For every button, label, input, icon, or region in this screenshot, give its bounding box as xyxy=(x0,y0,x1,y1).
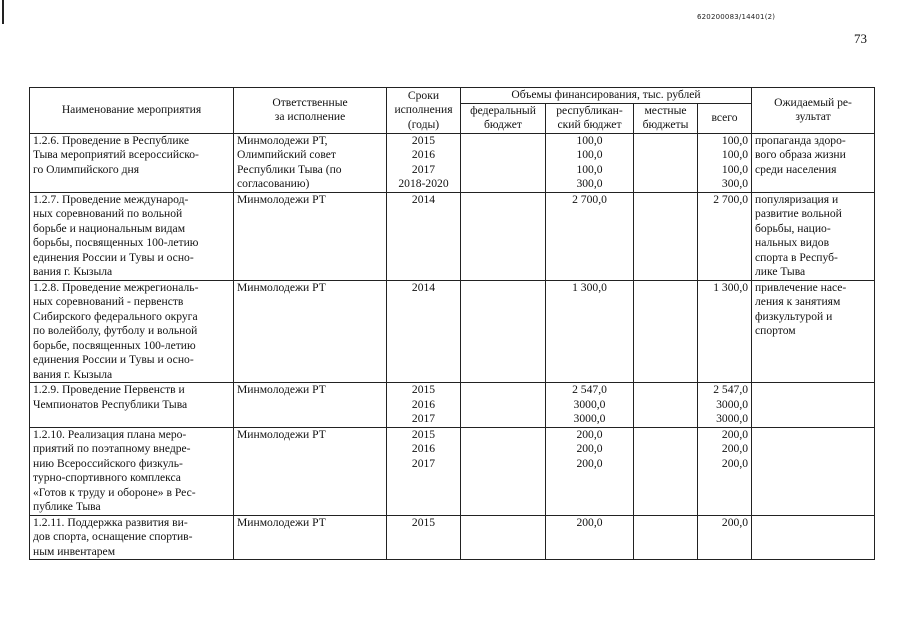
header-responsible-line: Ответственные xyxy=(272,95,348,109)
cell-republic-line: 100,0 xyxy=(576,133,603,147)
cell-total-line: 1 300,0 xyxy=(713,280,749,294)
cell-years xyxy=(387,133,461,192)
cell-name-line: ным инвентарем xyxy=(33,544,116,558)
cell-result xyxy=(752,133,875,192)
header-local-line: местные xyxy=(644,103,687,117)
cell-responsible xyxy=(234,427,387,515)
cell-total-line: 100,0 xyxy=(721,162,749,176)
cell-name-line: 1.2.10. Реализация плана меро- xyxy=(33,427,187,441)
header-terms-line: исполнения xyxy=(394,103,453,116)
cell-result xyxy=(752,280,875,383)
header-terms-line: (годы) xyxy=(407,117,440,131)
cell-republic-line: 3000,0 xyxy=(573,397,606,411)
cell-republic-line: 200,0 xyxy=(576,442,603,455)
cell-years-line: 2017 xyxy=(411,456,436,470)
cell-name-line: борьбе, посвященных 100-летию xyxy=(33,338,196,352)
header-funding-group: Объемы финансирования, тыс. рублей xyxy=(461,88,752,104)
cell-years-line: 2016 xyxy=(411,442,436,455)
cell-name-line: единения России и Тувы и осно- xyxy=(33,250,194,264)
cell-responsible-line: Минмолодежи РТ xyxy=(237,383,326,396)
cell-result xyxy=(752,427,875,515)
cell-result-line: популяризация и xyxy=(755,192,839,206)
cell-local xyxy=(634,427,698,515)
cell-name-line: единения России и Тувы и осно- xyxy=(33,353,194,366)
cell-republic-line: 3000,0 xyxy=(573,412,606,425)
cell-responsible-line: Минмолодежи РТ xyxy=(237,192,326,206)
scan-edge-mark xyxy=(2,0,4,24)
cell-name xyxy=(30,192,234,280)
cell-result xyxy=(752,383,875,428)
cell-federal xyxy=(461,280,546,383)
cell-total-line: 3000,0 xyxy=(716,397,749,411)
cell-responsible-line: Минмолодежи РТ xyxy=(237,515,326,529)
cell-years-line: 2017 xyxy=(411,162,436,176)
cell-total-line: 200,0 xyxy=(721,456,749,470)
cell-republic xyxy=(546,515,634,560)
cell-result xyxy=(752,515,875,560)
cell-name-line: по волейболу, футболу и вольной xyxy=(33,324,198,337)
cell-republic-line: 1 300,0 xyxy=(572,280,607,294)
cell-republic xyxy=(546,280,634,383)
cell-republic xyxy=(546,133,634,192)
cell-years xyxy=(387,515,461,560)
cell-name-line: вания г. Кызыла xyxy=(33,265,113,278)
cell-name-line: публике Тыва xyxy=(33,500,101,513)
cell-name-line: го Олимпийского дня xyxy=(33,162,140,176)
cell-result-line: спортом xyxy=(755,324,796,337)
cell-responsible xyxy=(234,133,387,192)
header-result xyxy=(752,88,875,134)
table-row xyxy=(30,515,875,560)
cell-total-line: 200,0 xyxy=(721,427,749,441)
cell-years-line: 2017 xyxy=(411,412,436,425)
cell-total-line: 300,0 xyxy=(721,177,749,190)
cell-name-line: «Готов к труду и обороне» в Рес- xyxy=(33,485,196,499)
table-row xyxy=(30,192,875,280)
cell-years-line: 2016 xyxy=(411,148,436,161)
cell-republic xyxy=(546,427,634,515)
cell-total xyxy=(698,133,752,192)
cell-years-line: 2015 xyxy=(411,383,436,396)
cell-name-line: 1.2.8. Проведение межрегиональ- xyxy=(33,280,199,294)
cell-name xyxy=(30,427,234,515)
header-result-line: зультат xyxy=(795,110,831,124)
cell-result-line: развитие вольной xyxy=(755,207,842,220)
cell-name-line: 1.2.11. Поддержка развития ви- xyxy=(33,515,188,529)
cell-total-line: 100,0 xyxy=(721,133,749,147)
cell-responsible xyxy=(234,192,387,280)
header-local-line: бюджеты xyxy=(642,118,689,131)
cell-years-line: 2014 xyxy=(411,192,436,206)
cell-republic-line: 2 700,0 xyxy=(572,192,607,206)
cell-responsible-line: Минмолодежи РТ xyxy=(237,280,326,294)
cell-republic-line: 100,0 xyxy=(576,148,603,161)
cell-total-line: 100,0 xyxy=(721,148,749,161)
cell-name-line: приятий по поэтапному внедре- xyxy=(33,442,191,455)
cell-result xyxy=(752,192,875,280)
cell-republic xyxy=(546,192,634,280)
cell-responsible xyxy=(234,280,387,383)
header-republic-line: ский бюджет xyxy=(557,118,622,131)
table-row xyxy=(30,280,875,383)
cell-name xyxy=(30,133,234,192)
cell-name-line: борьбы, посвященных 100-летию xyxy=(33,236,199,249)
cell-name-line: 1.2.9. Проведение Первенств и xyxy=(33,383,185,396)
cell-result-line: ления к занятиям xyxy=(755,295,841,308)
cell-name-line: Сибирского федерального округа xyxy=(33,309,198,323)
cell-total-line: 3000,0 xyxy=(716,412,749,425)
table-body xyxy=(30,133,875,560)
page-number: 73 xyxy=(854,31,867,46)
cell-republic xyxy=(546,383,634,428)
header-result-line: Ожидаемый ре- xyxy=(774,95,852,109)
cell-total-line: 2 547,0 xyxy=(713,383,749,396)
cell-name-line: вания г. Кызыла xyxy=(33,367,113,381)
header-responsible xyxy=(234,88,387,134)
cell-name-line: турно-спортивного комплекса xyxy=(33,471,181,484)
cell-local xyxy=(634,192,698,280)
cell-name xyxy=(30,280,234,383)
cell-republic-line: 300,0 xyxy=(576,177,603,190)
cell-local xyxy=(634,515,698,560)
cell-name-line: 1.2.7. Проведение международ- xyxy=(33,192,189,206)
cell-result-line: пропаганда здоро- xyxy=(755,133,846,147)
cell-federal xyxy=(461,192,546,280)
cell-responsible-line: согласованию) xyxy=(237,177,310,190)
header-local xyxy=(634,103,698,133)
cell-total xyxy=(698,515,752,560)
cell-local xyxy=(634,133,698,192)
cell-name-line: Чемпионатов Республики Тыва xyxy=(33,397,188,411)
table-row xyxy=(30,427,875,515)
cell-years xyxy=(387,192,461,280)
header-total: всего xyxy=(698,103,752,133)
cell-responsible-line: Республики Тыва (по xyxy=(237,162,342,176)
cell-years xyxy=(387,427,461,515)
cell-result-line: привлечение насе- xyxy=(755,280,847,294)
cell-responsible-line: Минмолодежи РТ xyxy=(237,427,326,441)
cell-result-line: физкультурой и xyxy=(755,309,833,323)
cell-name-line: борьбе и национальным видам xyxy=(33,221,186,235)
header-federal-line: бюджет xyxy=(484,118,522,131)
cell-republic-line: 200,0 xyxy=(576,427,603,441)
cell-responsible-line: Олимпийский совет xyxy=(237,148,336,161)
cell-responsible xyxy=(234,515,387,560)
cell-name-line: нию Всероссийского физкуль- xyxy=(33,456,183,470)
cell-federal xyxy=(461,427,546,515)
cell-republic-line: 200,0 xyxy=(576,456,603,470)
cell-result-line: лике Тыва xyxy=(755,265,806,278)
header-republic xyxy=(546,103,634,133)
cell-total-line: 200,0 xyxy=(721,515,749,529)
header-republic-line: республикан- xyxy=(556,103,623,117)
cell-result-line: борьбы, нацио- xyxy=(755,221,831,235)
table-row xyxy=(30,133,875,192)
document-id: 620200083/14401(2) xyxy=(697,13,776,21)
table-row xyxy=(30,383,875,428)
cell-total xyxy=(698,427,752,515)
cell-responsible xyxy=(234,383,387,428)
cell-local xyxy=(634,383,698,428)
header-responsible-line: за исполнение xyxy=(274,110,346,124)
cell-years-line: 2015 xyxy=(411,133,436,147)
cell-total-line: 200,0 xyxy=(721,442,749,455)
cell-local xyxy=(634,280,698,383)
cell-result-line: среди населения xyxy=(755,162,837,176)
cell-responsible-line: Минмолодежи РТ, xyxy=(237,133,328,147)
cell-name-line: 1.2.6. Проведение в Республике xyxy=(33,133,190,147)
cell-federal xyxy=(461,515,546,560)
header-name: Наименование мероприятия xyxy=(30,88,234,134)
cell-years-line: 2015 xyxy=(411,427,436,441)
header-terms-line: Сроки xyxy=(407,88,440,102)
cell-result-line: вого образа жизни xyxy=(755,148,846,161)
cell-name-line: ных соревнований по вольной xyxy=(33,207,183,220)
cell-name-line: дов спорта, оснащение спортив- xyxy=(33,530,193,543)
cell-total xyxy=(698,280,752,383)
cell-years-line: 2018-2020 xyxy=(398,177,449,190)
funding-table xyxy=(29,87,875,560)
cell-years xyxy=(387,280,461,383)
cell-total-line: 2 700,0 xyxy=(713,192,749,206)
header-federal-line: федеральный xyxy=(470,103,536,117)
cell-name-line: ных соревнований - первенств xyxy=(33,295,184,308)
cell-years-line: 2016 xyxy=(411,397,436,411)
cell-name-line: Тыва мероприятий всероссийско- xyxy=(33,148,199,161)
cell-years-line: 2015 xyxy=(411,515,436,529)
header-terms xyxy=(387,88,461,134)
cell-name xyxy=(30,383,234,428)
cell-republic-line: 100,0 xyxy=(576,162,603,176)
cell-republic-line: 2 547,0 xyxy=(572,383,607,396)
cell-total xyxy=(698,192,752,280)
cell-republic-line: 200,0 xyxy=(576,515,603,529)
cell-years-line: 2014 xyxy=(411,280,436,294)
cell-federal xyxy=(461,133,546,192)
cell-result-line: спорта в Респуб- xyxy=(755,250,838,264)
cell-name xyxy=(30,515,234,560)
header-federal xyxy=(461,103,546,133)
cell-years xyxy=(387,383,461,428)
cell-federal xyxy=(461,383,546,428)
cell-total xyxy=(698,383,752,428)
cell-result-line: нальных видов xyxy=(755,236,830,249)
